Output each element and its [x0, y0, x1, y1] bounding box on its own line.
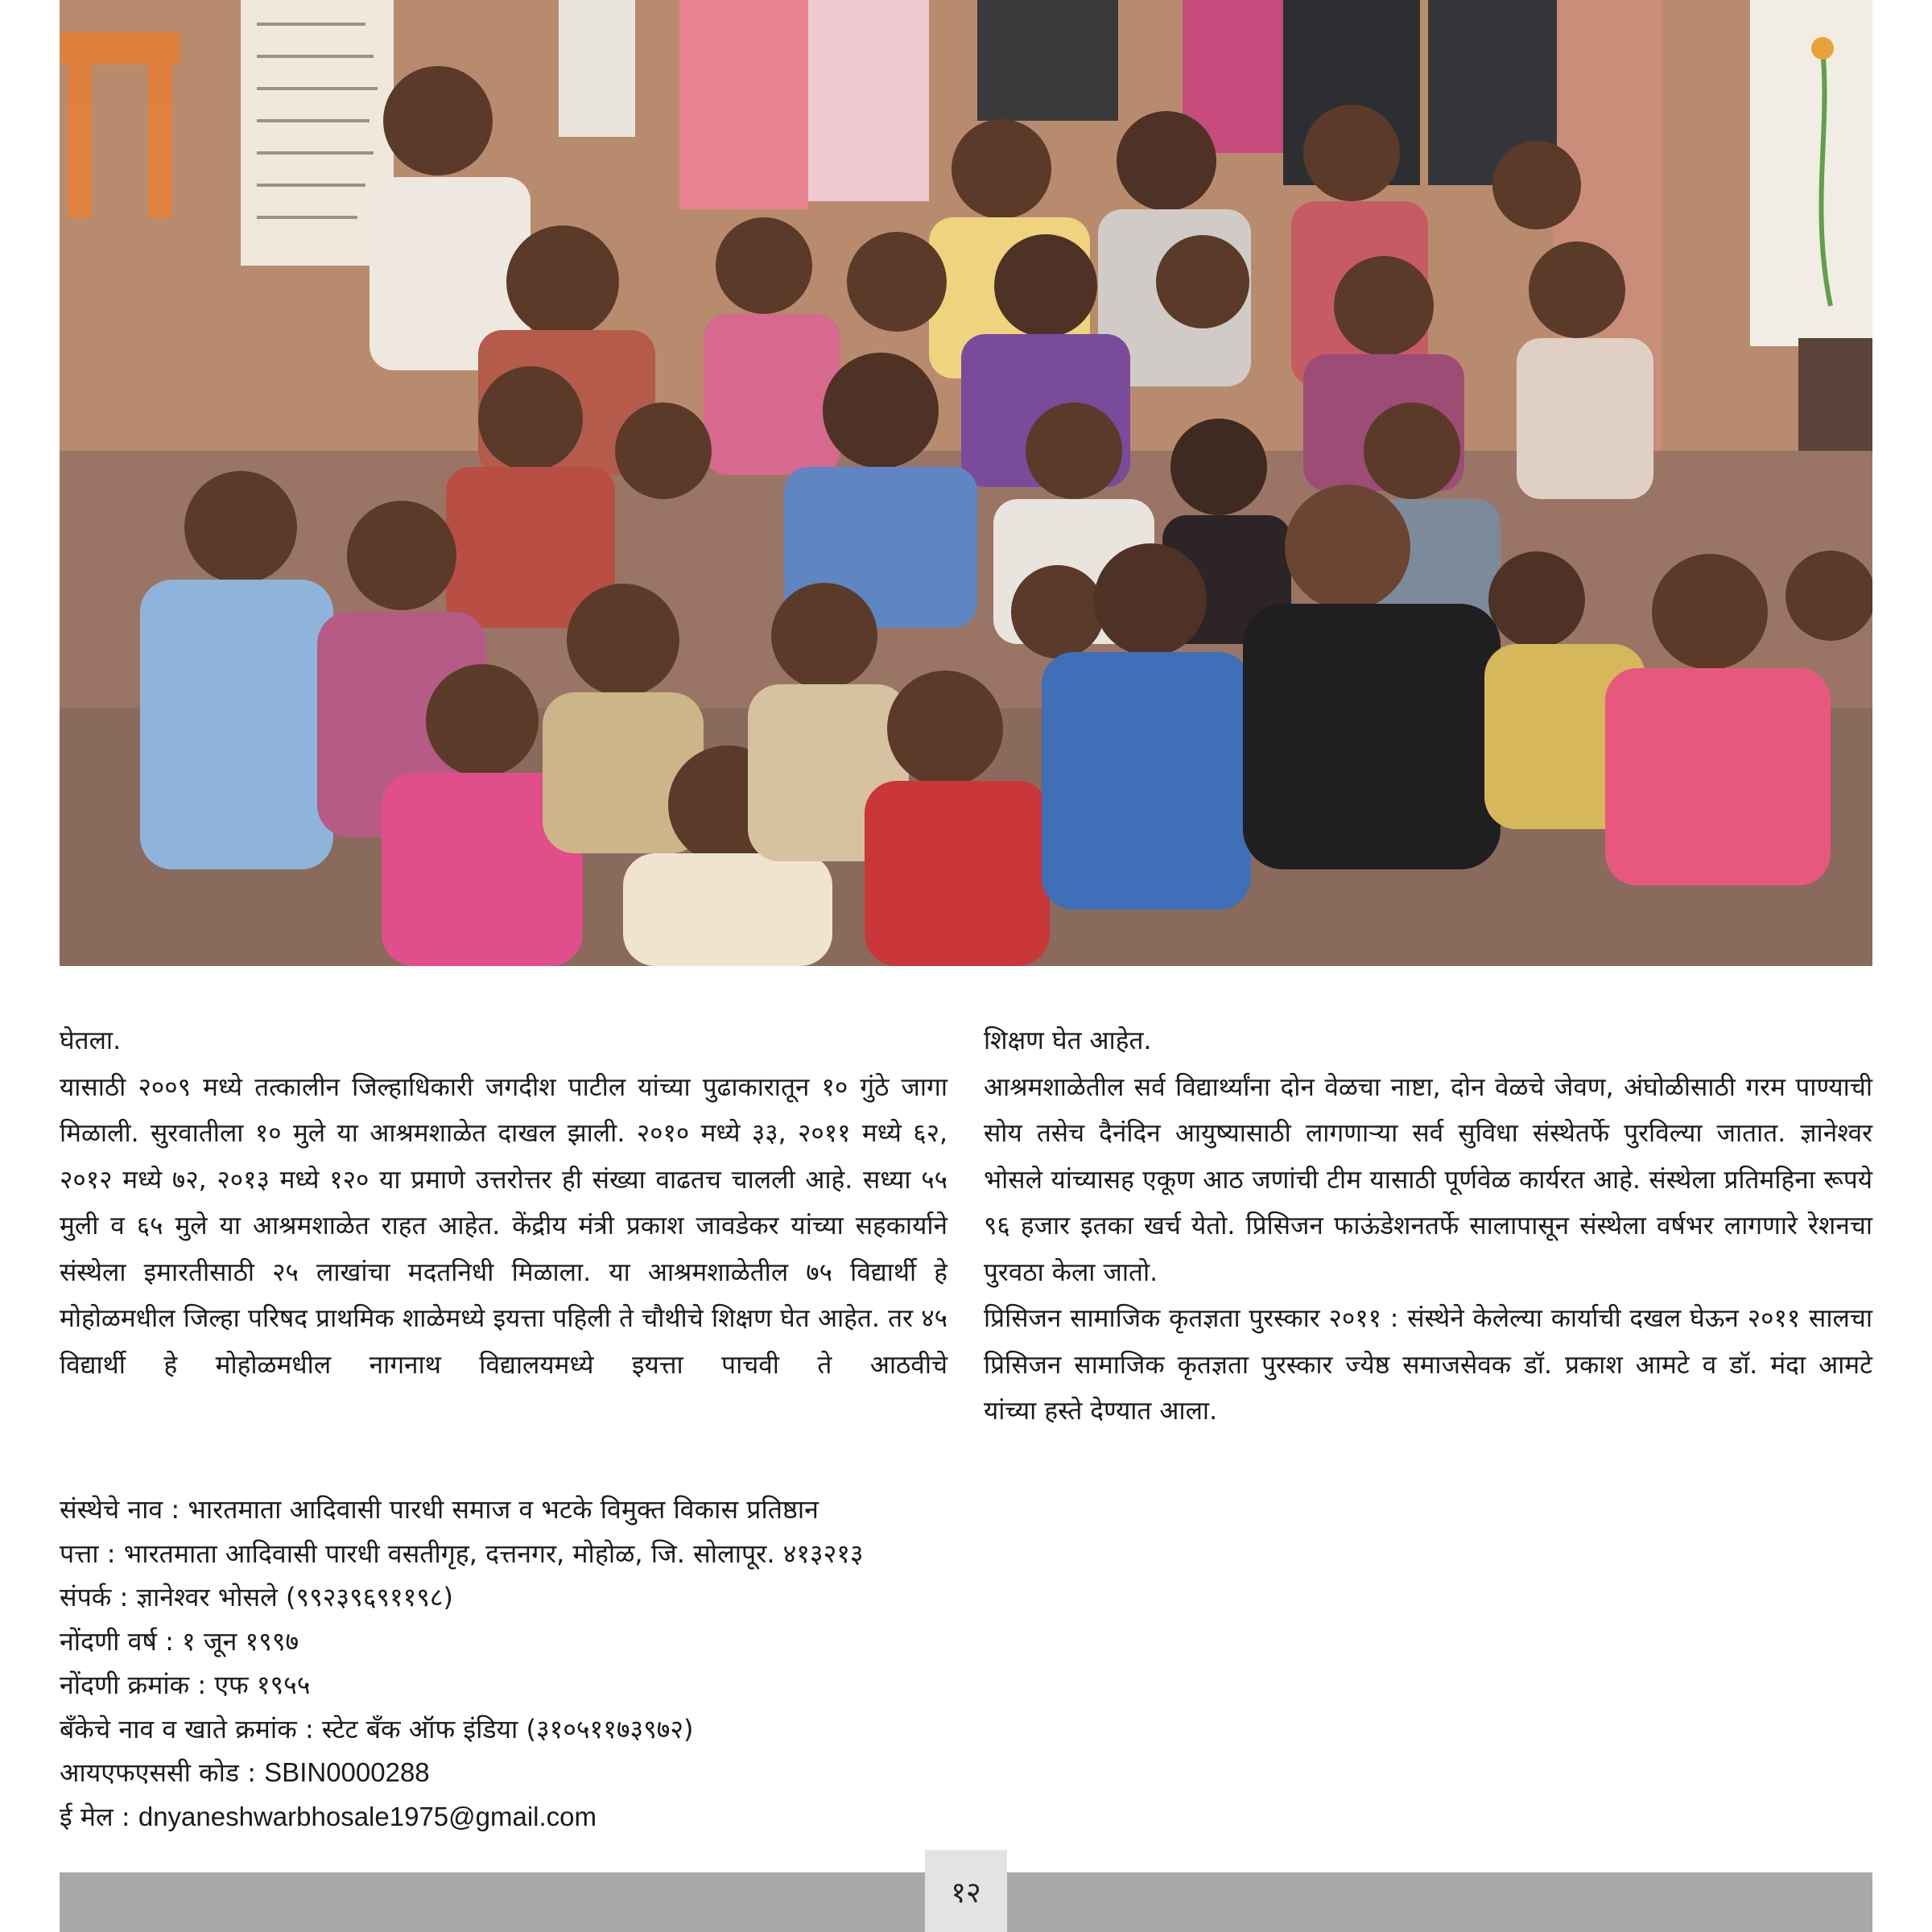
registration-year: नोंदणी वर्ष : १ जून १९९७	[60, 1625, 299, 1657]
email-value: dnyaneshwarbhosale1975@gmail.com	[138, 1801, 597, 1831]
group-photo	[60, 0, 1872, 966]
email-label: ई मेल :	[60, 1801, 138, 1832]
page-number: १२	[925, 1850, 1007, 1932]
org-name: संस्थेचे नाव : भारतमाता आदिवासी पारधी समाज व भटके विमुक्त विकास प्रतिष्ठान	[60, 1494, 819, 1525]
organization-info	[60, 1488, 1187, 1839]
bank-details: बँकेचे नाव व खाते क्रमांक : स्टेट बँक ऑफ इंडिया (३१०५११७३९७२)	[60, 1713, 694, 1744]
paragraph: यासाठी २००९ मध्ये तत्कालीन जिल्हाधिकारी जगदीश पाटील यांच्या पुढाकारातून १० गुंठे जागा मिळाली. सुरवातीला १० मुले या आश्रमशाळेत दाखल झाली. २०१० मध्ये ३३, २०११ मध्ये ६२, २०१२ मध्ये ७२, २०१३ मध्ये १२० या प्रमाणे उत्तरोत्तर ही संख्या वाढतच चालली आहे. सध्या ५५ मुली व ६५ मुले या आश्रमशाळेत राहत आहेत. केंद्रीय मंत्री प्रकाश जावडेकर यांच्या सहकार्याने संस्थेला इमारतीसाठी २५ लाखांचा मदतनिधी मिळाला. या आश्रमशाळेतील ७५ विद्यार्थी हे मोहोळमधील जिल्हा परिषद प्राथमिक शाळेमध्ये इयत्ता पहिली ते चौथीचे शिक्षण घेत आहेत. तर ४५ विद्यार्थी हे मोहोळमधील नागनाथ विद्यालयमध्ये इयत्ता पाचवी ते आठवीचे	[60, 1072, 947, 1380]
email	[60, 1795, 1187, 1839]
ifsc-label: आयएफएससी कोड :	[60, 1757, 265, 1788]
article-right-column	[984, 1018, 1872, 1435]
contact: संपर्क : ज्ञानेश्वर भोसले (९९२३९६९११९८)	[60, 1582, 454, 1612]
article-left-column	[60, 1018, 947, 1389]
paragraph: प्रिसिजन सामाजिक कृतज्ञता पुरस्कार २०११ : संस्थेने केलेल्या कार्याची दखल घेऊन २०११ सालचा प्रिसिजन सामाजिक कृतज्ञता पुरस्कार ज्येष्ठ समाजसेवक डॉ. प्रकाश आमटे व डॉ. मंदा आमटे यांच्या हस्ते देण्यात आला.	[984, 1304, 1872, 1426]
paragraph: आश्रमशाळेतील सर्व विद्यार्थ्यांना दोन वेळचा नाष्टा, दोन वेळचे जेवण, अंघोळीसाठी गरम पाण्याची सोय तसेच दैनंदिन आयुष्यासाठी लागणाऱ्या सर्व सुविधा संस्थेतर्फे पुरविल्या जातात. ज्ञानेश्वर भोसले यांच्यासह एकूण आठ जणांची टीम यासाठी पूर्णवेळ कार्यरत आहे. संस्थेला प्रतिमहिना रूपये ९६ हजार इतका खर्च येतो. प्रिसिजन फाऊंडेशनतर्फे सालापासून संस्थेला वर्षभर लागणारे रेशनचा पुरवठा केला जातो.	[984, 1072, 1872, 1287]
paragraph: घेतला.	[60, 1026, 122, 1055]
address: पत्ता : भारतमाता आदिवासी पारधी वसतीगृह, दत्तनगर, मोहोळ, जि. सोलापूर. ४१३२१३	[60, 1538, 864, 1569]
paragraph: शिक्षण घेत आहेत.	[984, 1026, 1152, 1055]
ifsc-value: SBIN0000288	[264, 1757, 430, 1787]
ifsc-code	[60, 1751, 1187, 1795]
registration-number: नोंदणी क्रमांक : एफ १९५५	[60, 1670, 311, 1700]
group-photo-illustration	[60, 0, 1872, 966]
